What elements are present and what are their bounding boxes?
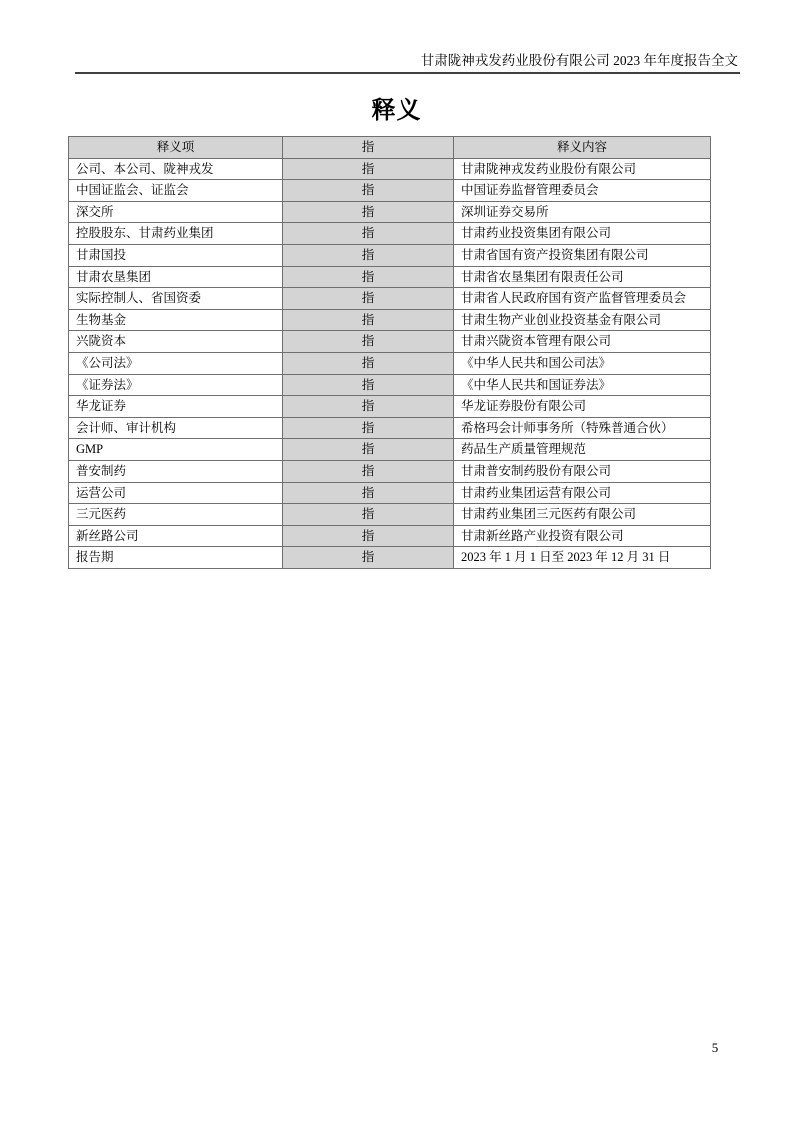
definition-cell: 华龙证券股份有限公司 <box>454 396 711 418</box>
zhi-cell: 指 <box>283 352 454 374</box>
zhi-cell: 指 <box>283 309 454 331</box>
term-cell: 《公司法》 <box>69 352 283 374</box>
term-cell: 普安制药 <box>69 460 283 482</box>
zhi-cell: 指 <box>283 374 454 396</box>
table-row <box>69 417 711 439</box>
table-row <box>69 439 711 461</box>
term-cell: 运营公司 <box>69 482 283 504</box>
definition-cell: 《中华人民共和国证券法》 <box>454 374 711 396</box>
definitions-table-body <box>69 158 711 568</box>
definition-cell: 甘肃普安制药股份有限公司 <box>454 460 711 482</box>
definition-cell: 甘肃省农垦集团有限责任公司 <box>454 266 711 288</box>
zhi-cell: 指 <box>283 439 454 461</box>
table-row <box>69 504 711 526</box>
term-cell: 华龙证券 <box>69 396 283 418</box>
table-header-row <box>69 137 711 159</box>
definition-cell: 甘肃药业集团运营有限公司 <box>454 482 711 504</box>
definition-cell: 甘肃陇神戎发药业股份有限公司 <box>454 158 711 180</box>
definition-cell: 《中华人民共和国公司法》 <box>454 352 711 374</box>
definition-cell: 甘肃药业投资集团有限公司 <box>454 223 711 245</box>
zhi-cell: 指 <box>283 482 454 504</box>
term-cell: 实际控制人、省国资委 <box>69 288 283 310</box>
table-row <box>69 223 711 245</box>
zhi-cell: 指 <box>283 417 454 439</box>
zhi-cell: 指 <box>283 223 454 245</box>
definition-cell: 希格玛会计师事务所（特殊普通合伙） <box>454 417 711 439</box>
zhi-cell: 指 <box>283 331 454 353</box>
section-title: 释义 <box>371 98 422 124</box>
page-header-text: 甘肃陇神戎发药业股份有限公司 2023 年年度报告全文 <box>420 53 738 68</box>
zhi-cell: 指 <box>283 288 454 310</box>
term-cell: 控股股东、甘肃药业集团 <box>69 223 283 245</box>
term-cell: 生物基金 <box>69 309 283 331</box>
header-rule <box>75 72 740 74</box>
term-cell: 中国证监会、证监会 <box>69 180 283 202</box>
table-row <box>69 266 711 288</box>
term-cell: 甘肃农垦集团 <box>69 266 283 288</box>
definition-cell: 中国证券监督管理委员会 <box>454 180 711 202</box>
table-row <box>69 460 711 482</box>
term-cell: 深交所 <box>69 201 283 223</box>
table-row <box>69 309 711 331</box>
table-row <box>69 244 711 266</box>
term-cell: 三元医药 <box>69 504 283 526</box>
term-cell: 报告期 <box>69 547 283 569</box>
definition-cell: 2023 年 1 月 1 日至 2023 年 12 月 31 日 <box>454 547 711 569</box>
definition-cell: 药品生产质量管理规范 <box>454 439 711 461</box>
table-row <box>69 158 711 180</box>
zhi-cell: 指 <box>283 201 454 223</box>
table-header-term: 释义项 <box>69 137 283 159</box>
definition-cell: 甘肃药业集团三元医药有限公司 <box>454 504 711 526</box>
zhi-cell: 指 <box>283 547 454 569</box>
zhi-cell: 指 <box>283 396 454 418</box>
table-header-definition: 释义内容 <box>454 137 711 159</box>
term-cell: 新丝路公司 <box>69 525 283 547</box>
definition-cell: 甘肃兴陇资本管理有限公司 <box>454 331 711 353</box>
zhi-cell: 指 <box>283 244 454 266</box>
term-cell: 《证券法》 <box>69 374 283 396</box>
definition-cell: 甘肃省国有资产投资集团有限公司 <box>454 244 711 266</box>
term-cell: 公司、本公司、陇神戎发 <box>69 158 283 180</box>
table-row <box>69 525 711 547</box>
table-row <box>69 482 711 504</box>
table-row <box>69 331 711 353</box>
definition-cell: 甘肃新丝路产业投资有限公司 <box>454 525 711 547</box>
zhi-cell: 指 <box>283 525 454 547</box>
page-number: 5 <box>711 1040 719 1055</box>
table-header-zhi: 指 <box>283 137 454 159</box>
table-row <box>69 374 711 396</box>
definitions-table <box>68 136 711 569</box>
definition-cell: 深圳证券交易所 <box>454 201 711 223</box>
zhi-cell: 指 <box>283 266 454 288</box>
table-row <box>69 396 711 418</box>
term-cell: 兴陇资本 <box>69 331 283 353</box>
table-row <box>69 288 711 310</box>
term-cell: GMP <box>69 439 283 461</box>
table-row <box>69 180 711 202</box>
zhi-cell: 指 <box>283 180 454 202</box>
definition-cell: 甘肃省人民政府国有资产监督管理委员会 <box>454 288 711 310</box>
table-row <box>69 352 711 374</box>
zhi-cell: 指 <box>283 460 454 482</box>
zhi-cell: 指 <box>283 158 454 180</box>
definition-cell: 甘肃生物产业创业投资基金有限公司 <box>454 309 711 331</box>
zhi-cell: 指 <box>283 504 454 526</box>
table-row <box>69 547 711 569</box>
term-cell: 甘肃国投 <box>69 244 283 266</box>
term-cell: 会计师、审计机构 <box>69 417 283 439</box>
table-row <box>69 201 711 223</box>
